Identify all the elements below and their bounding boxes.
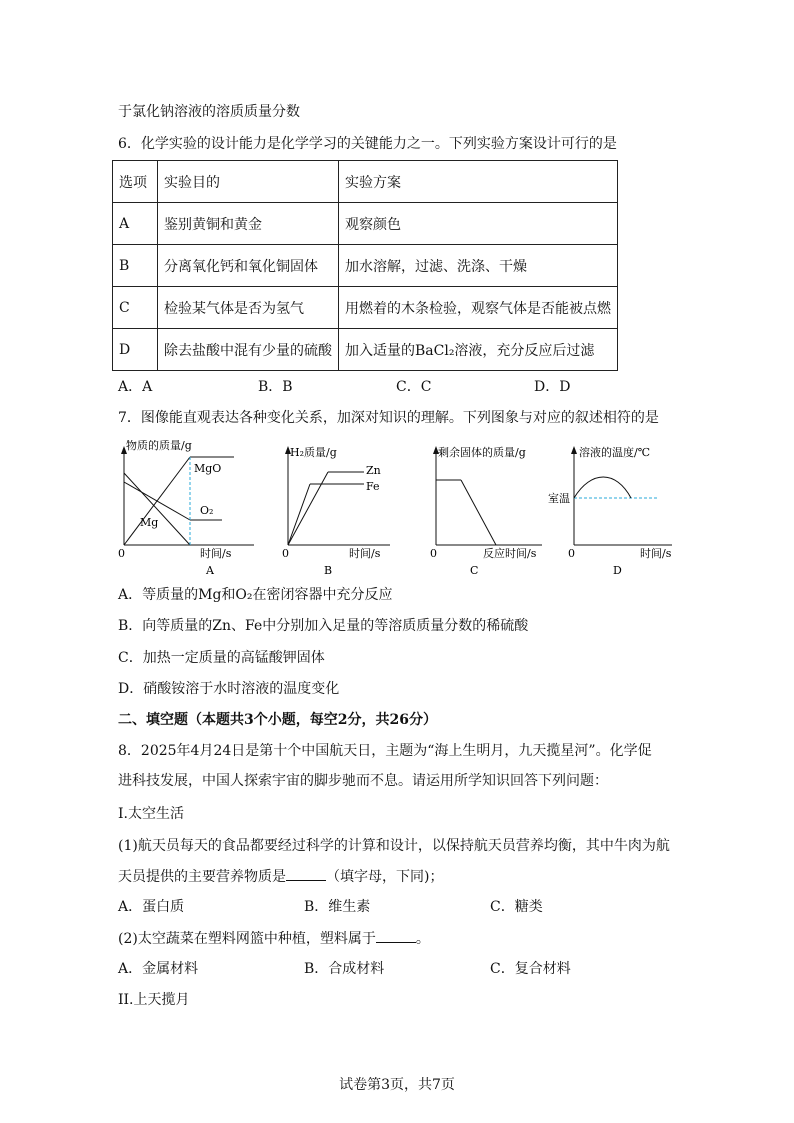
figure-d-xlabel: 时间/s [640,547,672,560]
q8-line2: 进科技发展，中国人探索宇宙的脚步驰而不息。请运用所学知识回答下列问题： [118,773,608,789]
figure-c-ylabel: 剩余固体的质量/g [438,446,526,459]
table-row [113,329,618,371]
table-header-cell: 实验目的 [158,161,339,203]
table-cell: 加水溶解，过滤、洗涤、干燥 [339,245,618,287]
figure-b [278,440,398,579]
figure-d-graph [546,440,676,575]
q8-sub1-options [118,897,543,917]
figure-c-origin: 0 [430,547,437,560]
table-row [113,287,618,329]
q8-sub2-option-c: C．复合材料 [490,961,571,977]
q5-tail: 于氯化钠溶液的溶质质量分数 [118,104,300,120]
answer-blank[interactable] [376,928,416,943]
q6-option-a: A．A [118,379,153,395]
table-cell: 除去盐酸中混有少量的硫酸 [158,329,339,371]
q8-line1: 8．2025年4月24日是第十个中国航天日，主题为“海上生明月，九天揽星河”。化学促 [118,743,652,759]
figure-d [546,440,676,579]
q6-option-b: B．B [258,379,293,395]
q6-options [118,377,570,397]
figure-b-caption: B [324,564,333,575]
q8-sub2-post: 。 [415,931,430,947]
table-cell: B [113,245,158,287]
table-cell: C [113,287,158,329]
figure-a-caption: A [206,564,214,575]
q6-option-c: C．C [396,379,432,395]
figure-a-label-mgo: MgO [194,462,222,475]
q8-part1-title: I.太空生活 [118,806,184,822]
table-cell: 分离氧化钙和氧化铜固体 [158,245,339,287]
q8-part2-title: II.上天揽月 [118,992,190,1008]
table-row [113,203,618,245]
figure-d-ylabel: 溶液的温度/℃ [579,446,651,459]
q7-option-a: A．等质量的Mg和O₂在密闭容器中充分反应 [118,587,393,603]
table-cell: A [113,203,158,245]
q8-sub1-option-a: A．蛋白质 [118,899,185,915]
q7-option-d: D．硝酸铵溶于水时溶液的温度变化 [118,681,340,697]
figure-b-origin: 0 [282,547,289,560]
q7-option-b: B．向等质量的Zn、Fe中分别加入足量的等溶质质量分数的稀硫酸 [118,618,529,634]
q8-sub2-option-a: A．金属材料 [118,961,199,977]
table-cell: D [113,329,158,371]
figure-b-graph [278,440,398,575]
figure-d-origin: 0 [568,547,575,560]
figure-d-ref-label: 室温 [548,492,570,505]
q7-stem: 7．图像能直观表达各种变化关系，加深对知识的理解。下列图象与对应的叙述相符的是 [118,410,659,426]
q8-sub1-option-c: C．糖类 [490,899,543,915]
figure-d-caption: D [613,564,622,575]
q8-sub2-pre: (2)太空蔬菜在塑料网篮中种植，塑料属于 [118,931,376,947]
q8-sub1-line2 [118,866,443,887]
figure-a-label-o2: O₂ [200,504,214,517]
q7-option-c: C．加热一定质量的高锰酸钾固体 [118,650,325,666]
table-header-cell: 选项 [113,161,158,203]
table-cell: 加入适量的BaCl₂溶液，充分反应后过滤 [339,329,618,371]
table-header-row [113,161,618,203]
figure-b-ylabel: H₂质量/g [290,446,337,459]
q8-sub1-line1: (1)航天员每天的食品都要经过科学的计算和设计，以保持航天员营养均衡，其中牛肉为航 [118,838,670,854]
figure-a-label-mg: Mg [140,516,159,529]
q6-table [112,160,618,371]
q8-sub1-line2-pre: 天员提供的主要营养物质是 [118,869,286,885]
figure-a-ylabel: 物质的质量/g [126,440,192,452]
figure-a-xlabel: 时间/s [200,547,232,560]
q6-stem: 6．化学实验的设计能力是化学学习的关键能力之一。下列实验方案设计可行的是 [118,136,617,152]
figure-a [114,440,264,579]
figure-b-xlabel: 时间/s [349,547,381,560]
q6-option-d: D．D [534,379,571,395]
table-cell: 观察颜色 [339,203,618,245]
table-cell: 鉴别黄铜和黄金 [158,203,339,245]
figure-b-label-zn: Zn [366,464,381,477]
table-cell: 用燃着的木条检验，观察气体是否能被点燃 [339,287,618,329]
q8-sub1-line2-post: （填字母，下同)； [326,869,444,885]
table-row [113,245,618,287]
answer-blank[interactable] [286,866,326,881]
table-cell: 检验某气体是否为氢气 [158,287,339,329]
figure-c-caption: C [470,564,479,575]
figure-c-xlabel: 反应时间/s [483,547,537,560]
q8-sub2-options [118,959,571,979]
figure-c-graph [426,440,548,575]
q8-sub2-option-b: B．合成材料 [304,961,385,977]
table-header-cell: 实验方案 [339,161,618,203]
figure-a-origin: 0 [118,547,125,560]
figure-c [426,440,548,579]
section-heading: 二、填空题（本题共3个小题，每空2分，共26分） [118,712,437,728]
q8-sub2 [118,928,430,949]
figure-a-graph [114,440,264,575]
q8-sub1-option-b: B．维生素 [304,899,371,915]
page-footer: 试卷第3页，共7页 [339,1077,455,1093]
figure-b-label-fe: Fe [366,480,380,493]
